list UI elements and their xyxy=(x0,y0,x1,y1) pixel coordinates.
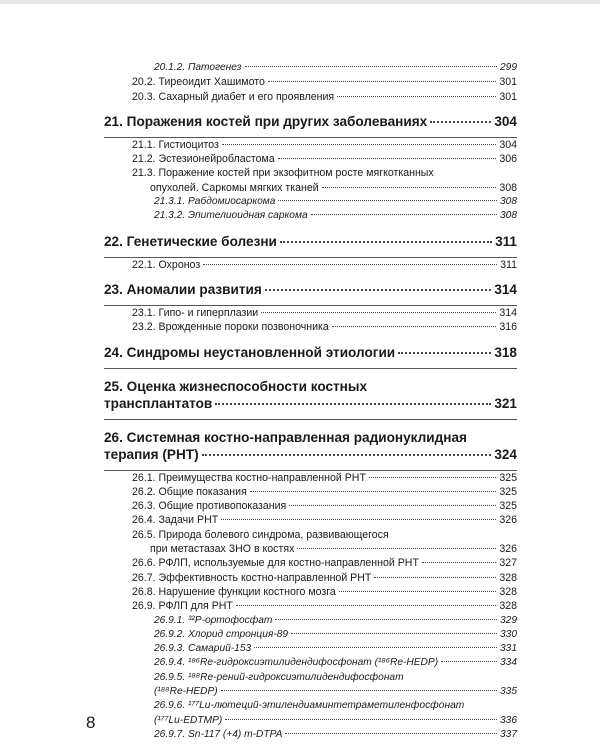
toc-section[interactable] xyxy=(118,152,517,166)
dot-leader xyxy=(278,158,497,159)
toc-section[interactable] xyxy=(118,306,517,320)
toc-entry-title: 20.1.2. Патогенез xyxy=(154,62,242,73)
page-number: 8 xyxy=(86,713,96,732)
toc-entry-page: 318 xyxy=(494,344,517,360)
toc-entry-page: 331 xyxy=(500,643,517,655)
toc-entry-page: 301 xyxy=(499,76,517,89)
dot-leader xyxy=(291,633,497,634)
toc-entry-title: 21. Поражения костей при других заболеваниях xyxy=(104,113,428,129)
toc-entry-title-continued: (¹⁸⁸Re-HEDP) xyxy=(154,686,218,698)
page-top-edge xyxy=(0,0,600,4)
toc-subsubsection[interactable] xyxy=(118,656,517,670)
toc-entry-page: 327 xyxy=(499,557,517,570)
chapter-divider xyxy=(104,419,517,420)
toc-entry-page: 336 xyxy=(500,714,517,726)
toc-entry-title: 26.3. Общие противопоказания xyxy=(132,500,287,513)
toc-entry-page: 328 xyxy=(499,571,517,584)
table-of-contents xyxy=(104,61,517,742)
dot-leader xyxy=(278,200,497,201)
toc-entry-title: 20.3. Сахарный диабет и его проявления xyxy=(132,90,335,103)
toc-entry-title: 26.4. Задачи РНТ xyxy=(132,514,219,527)
dot-leader xyxy=(221,690,497,691)
toc-entry-page: 329 xyxy=(500,614,517,626)
toc-subsubsection[interactable] xyxy=(118,728,517,742)
toc-entry-page: 328 xyxy=(499,585,517,598)
toc-entry-page: 299 xyxy=(500,62,517,73)
toc-entry-title: 26.9.3. Самарий-153 xyxy=(154,643,252,655)
toc-section[interactable] xyxy=(118,485,517,499)
toc-entry-page: 304 xyxy=(494,113,517,129)
toc-entry-page: 330 xyxy=(500,628,517,640)
dot-leader xyxy=(311,214,497,215)
toc-section[interactable] xyxy=(118,528,517,557)
dot-leader xyxy=(398,352,491,354)
toc-entry-title: 26.9.7. Sn-117 (+4) m-DTPA xyxy=(154,728,283,740)
toc-entry-title: 24. Синдромы неустановленной этиологии xyxy=(104,344,396,360)
toc-subsubsection[interactable] xyxy=(118,671,517,700)
toc-entry-title: 21.2. Эстезионейробластома xyxy=(132,153,275,166)
dot-leader xyxy=(369,477,496,478)
chapter-divider xyxy=(104,368,517,369)
dot-leader xyxy=(441,661,497,662)
toc-entry-page: 308 xyxy=(500,196,517,208)
toc-entry-page: 304 xyxy=(499,138,517,151)
dot-leader xyxy=(339,591,497,592)
toc-section[interactable] xyxy=(118,599,517,613)
toc-section[interactable] xyxy=(118,585,517,599)
toc-entry-page: 308 xyxy=(500,210,517,222)
dot-leader xyxy=(265,289,491,291)
dot-leader xyxy=(225,719,497,720)
toc-entry-title-continued: терапия (РНТ) xyxy=(104,446,199,462)
toc-section[interactable] xyxy=(118,75,517,89)
toc-subsubsection[interactable] xyxy=(118,61,517,75)
toc-chapter[interactable] xyxy=(104,233,517,250)
toc-subsubsection[interactable] xyxy=(118,628,517,642)
toc-subsubsection[interactable] xyxy=(118,195,517,209)
toc-chapter[interactable] xyxy=(104,344,517,361)
toc-chapter[interactable] xyxy=(104,113,517,130)
dot-leader xyxy=(430,121,491,123)
toc-entry-title: 26.9.5. ¹⁸⁸Re-рений-гидроксиэтилидендифосфонат xyxy=(154,671,404,683)
toc-entry-title-continued: трансплантатов xyxy=(104,395,213,411)
toc-subsubsection[interactable] xyxy=(118,642,517,656)
toc-entry-page: 326 xyxy=(499,514,517,527)
toc-entry-page: 324 xyxy=(494,446,517,462)
dot-leader xyxy=(250,491,497,492)
toc-entry-page: 308 xyxy=(499,181,517,194)
toc-section[interactable] xyxy=(118,571,517,585)
toc-entry-page: 306 xyxy=(499,153,517,166)
toc-entry-title: 22. Генетические болезни xyxy=(104,233,277,249)
toc-entry-title: 20.2. Тиреоидит Хашимото xyxy=(132,76,265,89)
toc-entry-title-continued: опухолей. Саркомы мягких тканей xyxy=(150,181,319,194)
toc-entry-page: 311 xyxy=(500,258,517,271)
dot-leader xyxy=(254,647,497,648)
dot-leader xyxy=(289,505,496,506)
toc-section[interactable] xyxy=(118,258,517,272)
dot-leader xyxy=(275,619,497,620)
toc-entry-title: 26.9.2. Хлорид стронция-89 xyxy=(154,628,289,640)
toc-entry-page: 325 xyxy=(499,471,517,484)
dot-leader xyxy=(297,548,496,549)
toc-section[interactable] xyxy=(118,471,517,485)
dot-leader xyxy=(261,312,496,313)
dot-leader xyxy=(221,519,496,520)
toc-section[interactable] xyxy=(118,556,517,570)
toc-entry-page: 316 xyxy=(499,321,517,334)
dot-leader xyxy=(374,577,496,578)
toc-entry-title: 26.9.6. ¹⁷⁷Lu-лютеций-этилендиаминтетраметиленфосфонат xyxy=(154,700,465,712)
toc-entry-page: 325 xyxy=(499,485,517,498)
toc-entry-title: 26.2. Общие показания xyxy=(132,485,247,498)
dot-leader xyxy=(215,403,491,405)
toc-entry-title: 21.3.2. Эпителиоидная саркома xyxy=(154,210,308,222)
toc-entry-title: 21.1. Гистиоцитоз xyxy=(132,138,219,151)
toc-entry-title: 26. Системная костно-направленная радионуклидная xyxy=(104,429,467,445)
dot-leader xyxy=(280,241,492,243)
toc-chapter[interactable] xyxy=(104,429,517,463)
toc-entry-title: 25. Оценка жизнеспособности костных xyxy=(104,378,368,394)
toc-entry-title: 23.1. Гипо- и гиперплазии xyxy=(132,306,259,319)
toc-entry-title: 23.2. Врожденные пороки позвоночника xyxy=(132,321,329,334)
toc-entry-title: 22.1. Охроноз xyxy=(132,258,201,271)
dot-leader xyxy=(203,264,497,265)
toc-entry-title: 26.7. Эффективность костно-направленной РНТ xyxy=(132,571,372,584)
toc-entry-title: 26.9.1. ³²P-ортофосфат xyxy=(154,614,273,626)
dot-leader xyxy=(332,326,497,327)
toc-subsubsection[interactable] xyxy=(118,614,517,628)
toc-entry-title-continued: при метастазах ЗНО в костях xyxy=(150,543,295,556)
toc-chapter[interactable] xyxy=(104,281,517,298)
dot-leader xyxy=(236,605,496,606)
dot-leader xyxy=(337,96,496,97)
toc-subsubsection[interactable] xyxy=(118,209,517,223)
toc-entry-page: 314 xyxy=(494,281,517,297)
toc-entry-page: 334 xyxy=(500,657,517,669)
toc-entry-title: 21.3. Поражение костей при экзофитном росте мягкотканных xyxy=(132,167,434,180)
toc-entry-title: 26.6. РФЛП, используемые для костно-направленной РНТ xyxy=(132,557,419,570)
toc-entry-page: 337 xyxy=(500,728,517,740)
toc-entry-page: 301 xyxy=(499,90,517,103)
dot-leader xyxy=(422,562,496,563)
toc-entry-title-continued: (¹⁷⁷Lu-EDTMP) xyxy=(154,714,223,726)
dot-leader xyxy=(245,66,497,67)
toc-entry-page: 321 xyxy=(494,395,517,411)
toc-entry-page: 314 xyxy=(499,306,517,319)
dot-leader xyxy=(222,144,496,145)
toc-entry-title: 26.8. Нарушение функции костного мозга xyxy=(132,585,336,598)
toc-section[interactable] xyxy=(118,499,517,513)
toc-entry-title: 26.9.4. ¹⁸⁶Re-гидроксиэтилидендифосфонат (¹⁸⁶Re-HEDP) xyxy=(154,657,439,669)
toc-entry-title: 26.9. РФЛП для РНТ xyxy=(132,600,233,613)
toc-subsubsection[interactable] xyxy=(118,699,517,728)
toc-entry-title: 21.3.1. Рабдомиосаркома xyxy=(154,196,276,208)
toc-entry-title: 26.1. Преимущества костно-направленной РНТ xyxy=(132,471,366,484)
dot-leader xyxy=(202,454,492,456)
toc-section[interactable] xyxy=(118,90,517,104)
toc-entry-page: 325 xyxy=(499,500,517,513)
dot-leader xyxy=(322,187,497,188)
toc-section[interactable] xyxy=(118,138,517,152)
toc-entry-page: 326 xyxy=(499,543,517,556)
toc-entry-title: 26.5. Природа болевого синдрома, развивающегося xyxy=(132,528,389,541)
dot-leader xyxy=(285,733,497,734)
toc-chapter[interactable] xyxy=(104,378,517,412)
toc-entry-title: 23. Аномалии развития xyxy=(104,281,262,297)
toc-section[interactable] xyxy=(118,513,517,527)
toc-section[interactable] xyxy=(118,320,517,334)
toc-entry-page: 328 xyxy=(499,600,517,613)
toc-section[interactable] xyxy=(118,166,517,195)
toc-entry-page: 335 xyxy=(500,686,517,698)
toc-entry-page: 311 xyxy=(495,233,517,249)
dot-leader xyxy=(268,81,496,82)
